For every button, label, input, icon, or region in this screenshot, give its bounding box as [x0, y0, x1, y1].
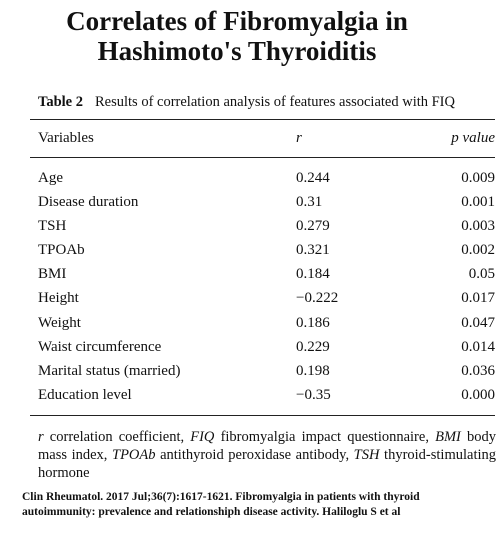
- table-caption-text: Results of correlation analysis of features associated with FIQ: [95, 94, 455, 110]
- header-rule: [30, 157, 495, 158]
- p-value: 0.002: [461, 242, 495, 258]
- table-caption: [38, 94, 455, 111]
- r-value: 0.244: [296, 170, 330, 186]
- table-label: Table 2: [38, 94, 83, 110]
- table-row: BMI: [38, 266, 67, 282]
- table-bottom-rule: [30, 415, 495, 416]
- r-value: 0.321: [296, 242, 330, 258]
- table-row: Education level: [38, 387, 132, 403]
- p-value: 0.047: [461, 315, 495, 331]
- table-row: TPOAb: [38, 242, 85, 258]
- p-value: 0.017: [461, 290, 495, 306]
- r-value: −0.35: [296, 387, 331, 403]
- r-value: 0.229: [296, 339, 330, 355]
- p-value: 0.000: [461, 387, 495, 403]
- table-footnote: r correlation coefficient, FIQ fibromyalgia impact questionnaire, BMI body mass index, TPOAb antithyroid peroxidase antibody, TSH thyroid-stimulating hormone: [38, 429, 497, 481]
- header-p-value: p value: [451, 130, 495, 146]
- p-value: 0.05: [468, 266, 495, 282]
- r-value: 0.186: [296, 315, 330, 331]
- r-value: 0.31: [296, 194, 323, 210]
- r-value: 0.198: [296, 363, 330, 379]
- p-value: 0.003: [461, 218, 495, 234]
- r-value: 0.279: [296, 218, 330, 234]
- title-line-2: Hashimoto's Thyroiditis: [97, 36, 377, 66]
- p-value: 0.009: [461, 170, 495, 186]
- source-citation: Clin Rheumatol. 2017 Jul;36(7):1617-1621. Fibromyalgia in patients with thyroid autoimmunity: prevalence and relationshiph disease activity. Haliloglu S et al: [22, 491, 420, 518]
- table-row: TSH: [38, 218, 67, 234]
- header-variables: Variables: [38, 130, 94, 146]
- table-row: Height: [38, 290, 79, 306]
- table-row: Weight: [38, 315, 81, 331]
- table-row: Waist circumference: [38, 339, 162, 355]
- r-value: 0.184: [296, 266, 330, 282]
- r-value: −0.222: [296, 290, 339, 306]
- p-value: 0.014: [461, 339, 495, 355]
- title-line-1: Correlates of Fibromyalgia in: [66, 6, 408, 36]
- p-value: 0.001: [461, 194, 495, 210]
- table-row: Disease duration: [38, 194, 139, 210]
- table-row: Marital status (married): [38, 363, 181, 379]
- table-top-rule: [30, 119, 495, 120]
- p-value: 0.036: [461, 363, 495, 379]
- page-title: [0, 6, 474, 66]
- header-r: r: [296, 130, 302, 146]
- table-row: Age: [38, 170, 63, 186]
